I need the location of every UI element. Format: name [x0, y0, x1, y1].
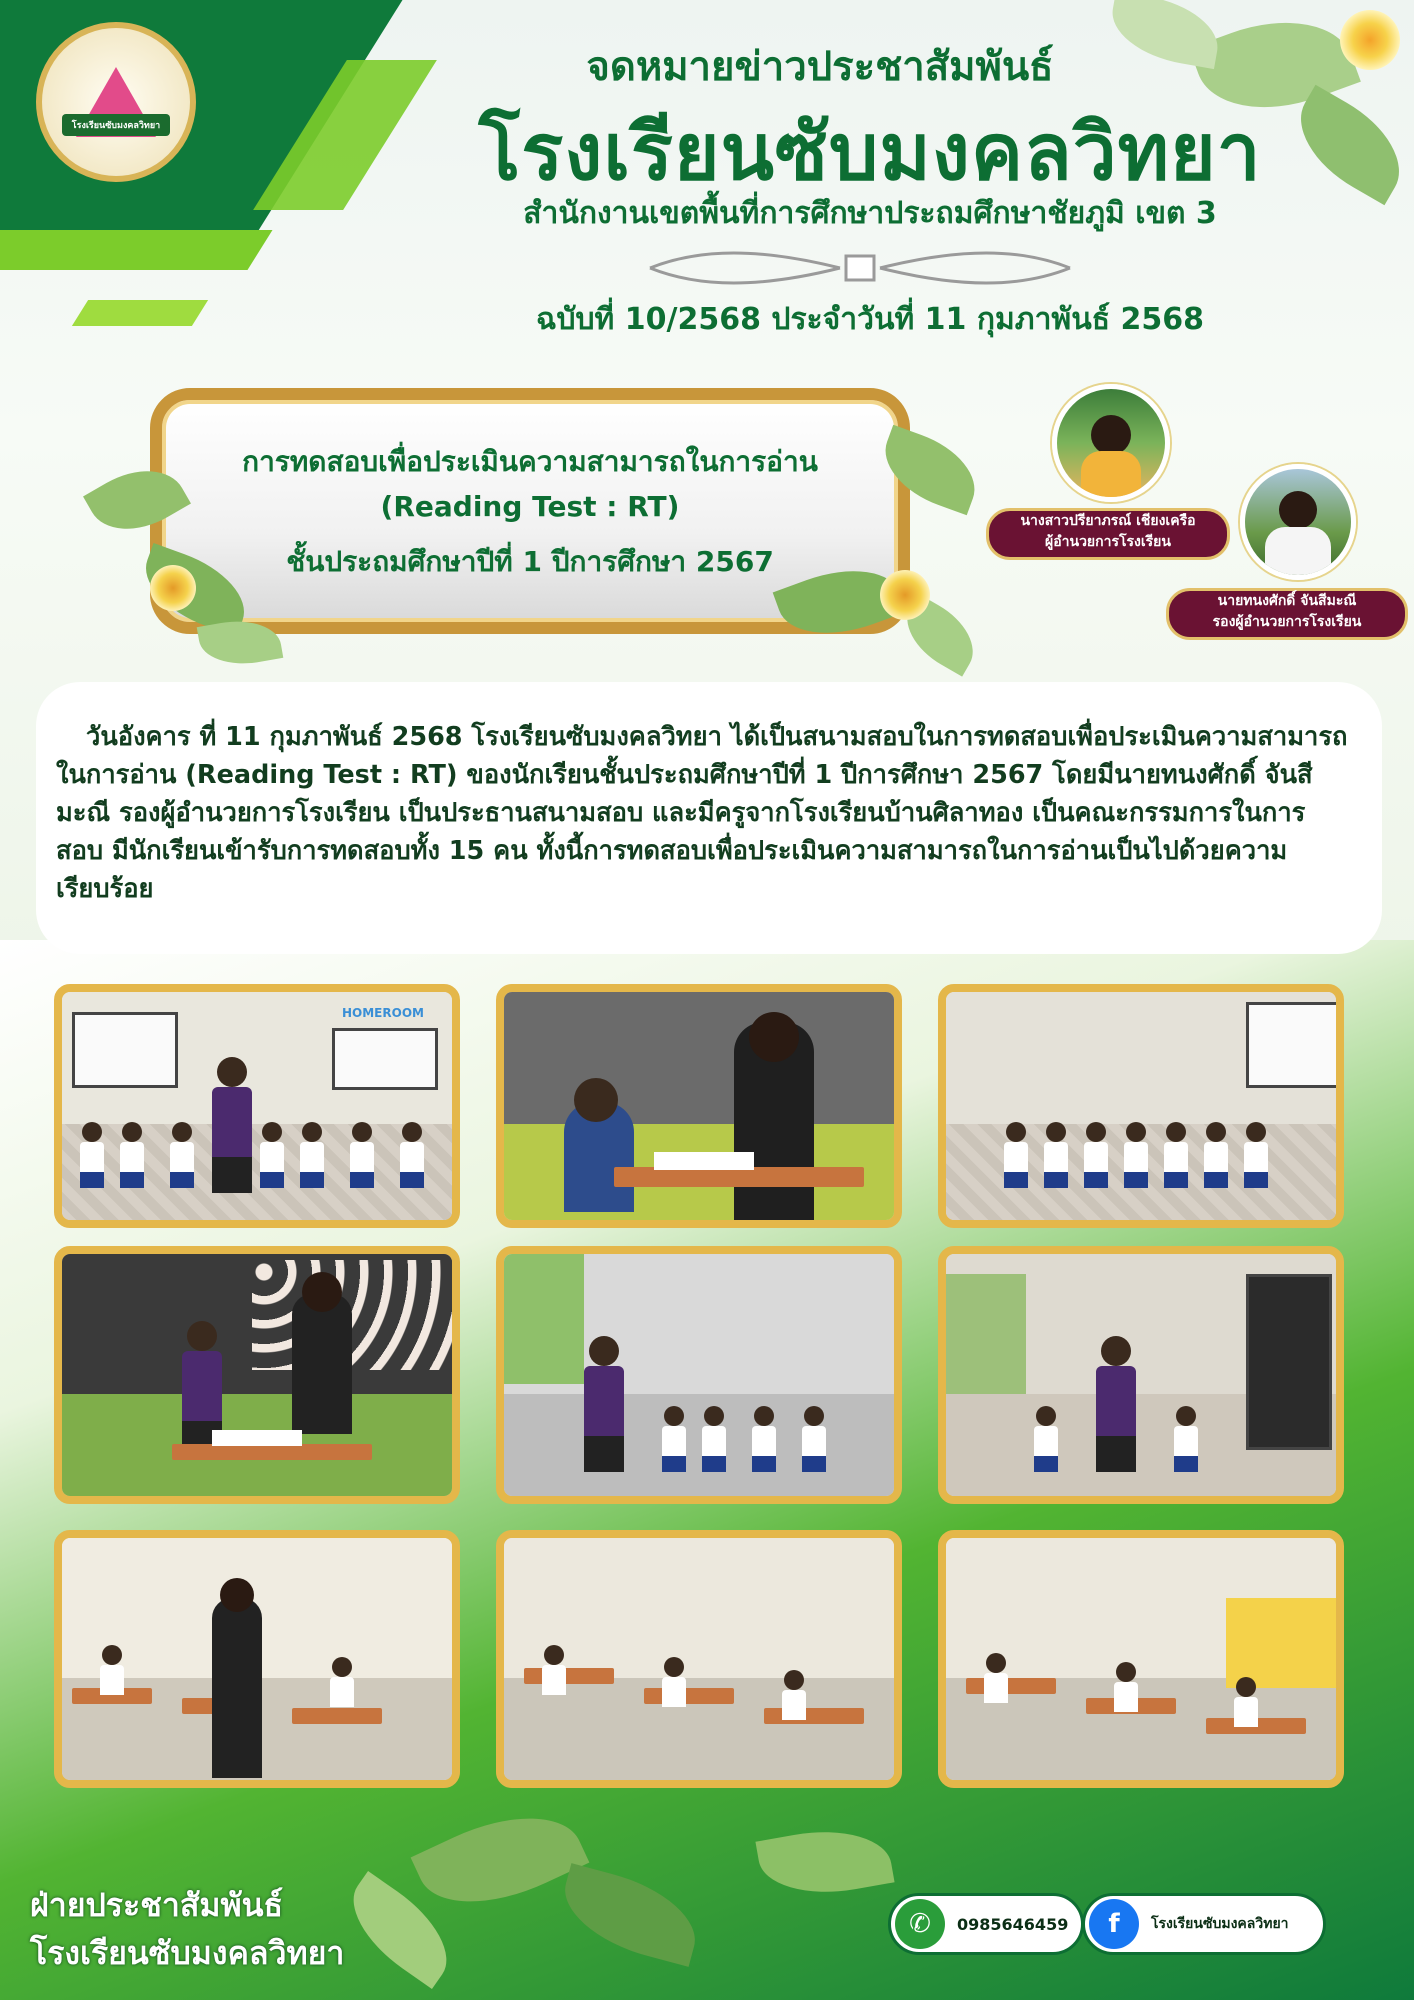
headline-line-2: (Reading Test : RT) — [380, 490, 680, 523]
news-body-card — [36, 682, 1382, 954]
logo-ribbon-text: โรงเรียนซับมงคลวิทยา — [71, 121, 161, 131]
event-photo — [496, 1530, 902, 1788]
facebook-icon: f — [1089, 1899, 1139, 1949]
footer-department: ฝ่ายประชาสัมพันธ์ — [30, 1886, 283, 1924]
footer-school: โรงเรียนซับมงคลวิทยา — [30, 1934, 345, 1972]
school-name-title: โรงเรียนซับมงคลวิทยา — [478, 108, 1262, 198]
phone-contact[interactable] — [888, 1893, 1084, 1955]
director-name: นางสาวปรียาภรณ์ เชียงเครือ — [1020, 513, 1196, 529]
event-photo — [54, 984, 460, 1228]
homeroom-sign: HOMEROOM — [342, 1006, 424, 1020]
event-photo — [938, 1246, 1344, 1504]
director-role: ผู้อำนวยการโรงเรียน — [1045, 534, 1171, 550]
event-photo — [938, 984, 1344, 1228]
phone-icon: ✆ — [895, 1899, 945, 1949]
director-name-tag — [986, 508, 1230, 560]
deputy-portrait — [1240, 464, 1356, 580]
event-photo — [496, 984, 902, 1228]
issue-number-date: ฉบับที่ 10/2568 ประจำวันที่ 11 กุมภาพันธ์ 2568 — [536, 302, 1204, 337]
event-photo — [938, 1530, 1344, 1788]
deputy-name: นายทนงศักดิ์ จันสีมะณี — [1217, 593, 1357, 609]
director-portrait — [1052, 384, 1170, 502]
headline-line-3: ชั้นประถมศึกษาปีที่ 1 ปีการศึกษา 2567 — [286, 545, 774, 578]
divider-flourish — [640, 248, 1080, 288]
newsletter-kicker: จดหมายข่าวประชาสัมพันธ์ — [586, 44, 1054, 90]
event-photo — [54, 1530, 460, 1788]
event-photo — [54, 1246, 460, 1504]
flower-decoration — [1340, 10, 1400, 70]
facebook-contact[interactable] — [1082, 1893, 1326, 1955]
event-photo — [496, 1246, 902, 1504]
headline-line-1: การทดสอบเพื่อประเมินความสามารถในการอ่าน — [242, 445, 818, 478]
school-logo — [36, 22, 196, 182]
deputy-role: รองผู้อำนวยการโรงเรียน — [1212, 614, 1362, 630]
flower-decoration — [880, 570, 930, 620]
logo-ribbon — [62, 114, 170, 136]
corner-stripe — [0, 230, 272, 270]
education-office: สำนักงานเขตพื้นที่การศึกษาประถมศึกษาชัยภูมิ เขต 3 — [523, 196, 1217, 231]
facebook-page: โรงเรียนซับมงคลวิทยา — [1151, 1916, 1289, 1932]
corner-stripe — [72, 300, 208, 326]
deputy-name-tag — [1166, 588, 1408, 640]
flower-decoration — [150, 565, 196, 611]
news-paragraph: วันอังคาร ที่ 11 กุมภาพันธ์ 2568 โรงเรียนซับมงคลวิทยา ได้เป็นสนามสอบในการทดสอบเพื่อประเมินความสามารถในการอ่าน (Reading Test : RT) ของนักเรียนชั้นประถมศึกษาปีที่ 1 ปีการศึกษา 2567 โดยมีนายทนงศักดิ์ จันสีมะณี รองผู้อำนวยการโรงเรียน เป็นประธานสนามสอบ และมีครูจากโรงเรียนบ้านศิลาทอง เป็นคณะกรรมการในการสอบ มีนักเรียนเข้ารับการทดสอบทั้ง 15 คน ทั้งนี้การทดสอบเพื่อประเมินความสามารถในการอ่านเป็นไปด้วยความเรียบร้อย — [56, 722, 1348, 904]
phone-number: 0985646459 — [957, 1914, 1069, 1934]
